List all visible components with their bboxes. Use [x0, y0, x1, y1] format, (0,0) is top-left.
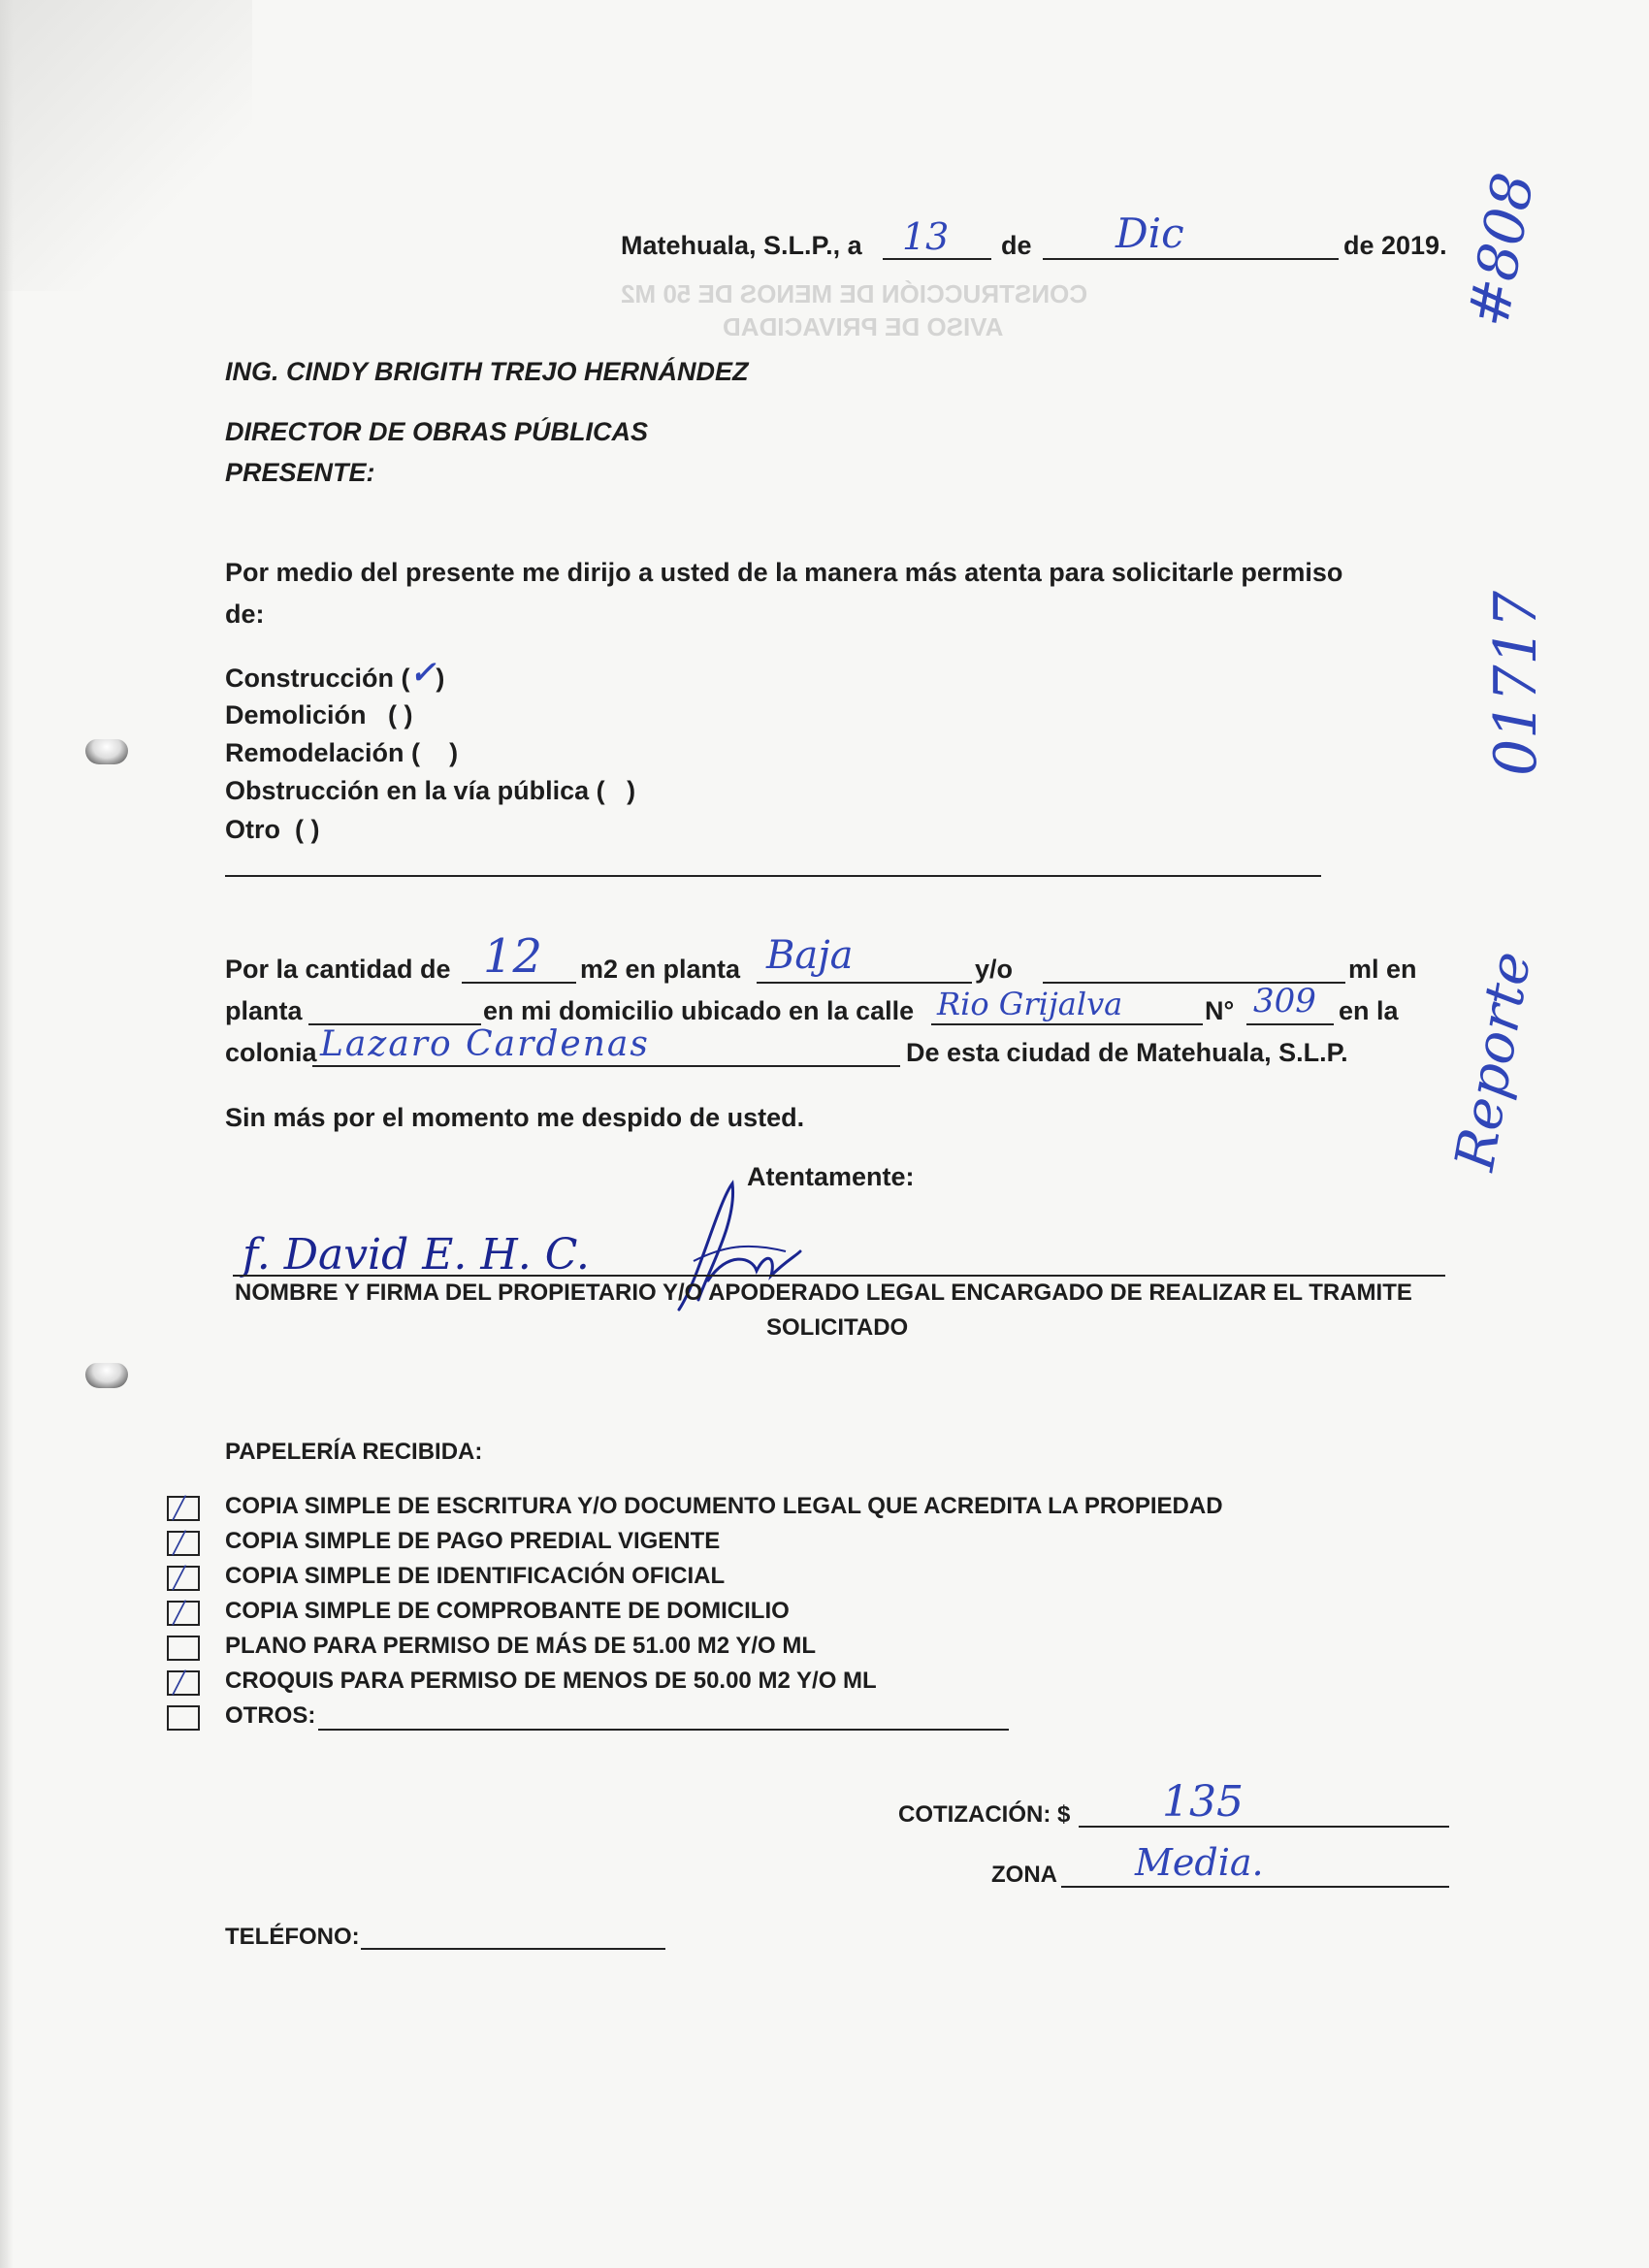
colonia-handwritten: Lazaro Cardenas	[320, 1024, 650, 1064]
otros-line	[318, 1729, 1009, 1731]
papeleria-checkbox-7[interactable]	[167, 1705, 200, 1731]
quantity-p4: ml en	[1348, 955, 1417, 984]
date-de: de	[1001, 231, 1032, 260]
option-obstruccion	[225, 774, 635, 807]
planta-line	[757, 982, 972, 984]
calle-handwritten: Rio Grijalva	[937, 986, 1123, 1022]
cotizacion-handwritten: 135	[1162, 1777, 1244, 1827]
margin-note-01717: 01717	[1482, 591, 1550, 776]
margin-note-reporte: Reporte	[1443, 947, 1544, 1176]
planta-handwritten: Baja	[766, 933, 854, 978]
option-otro	[225, 813, 320, 846]
signer-handwritten: f. David E. H. C.	[242, 1230, 590, 1280]
quantity-p6: en mi domicilio ubicado en la calle	[483, 996, 915, 1025]
otro-line	[225, 875, 1321, 877]
recipient-title: DIRECTOR DE OBRAS PÚBLICAS	[225, 417, 649, 446]
papeleria-item-2: COPIA SIMPLE DE PAGO PREDIAL VIGENTE	[225, 1528, 721, 1554]
numero-line	[1246, 1023, 1334, 1025]
date-year: de 2019.	[1343, 231, 1447, 260]
cotizacion-line	[1079, 1826, 1449, 1828]
margin-note-808: #808	[1455, 168, 1547, 332]
option-remodelacion	[225, 736, 458, 769]
check-mark: ╱	[173, 1671, 186, 1696]
punch-hole-bottom	[85, 1363, 128, 1388]
quantity-p10: De esta ciudad de Matehuala, S.L.P.	[906, 1038, 1348, 1067]
option-close: )	[436, 664, 445, 693]
papeleria-checkbox-4[interactable]	[167, 1601, 200, 1626]
zona-line	[1061, 1886, 1449, 1888]
signature-caption-2: SOLICITADO	[766, 1314, 909, 1341]
check-mark: ╱	[173, 1602, 186, 1626]
option-close: ( )	[295, 815, 320, 844]
papeleria-checkbox-6[interactable]	[167, 1670, 200, 1696]
scan-edge	[0, 0, 14, 2268]
signature-line	[233, 1275, 1445, 1277]
quantity-p1: Por la cantidad de	[225, 955, 451, 984]
intro-line-2: de:	[225, 599, 265, 629]
month-handwritten: Dic	[1116, 210, 1184, 257]
scan-shadow	[0, 0, 252, 291]
zona-handwritten: Media.	[1135, 1841, 1264, 1884]
papeleria-checkbox-2[interactable]	[167, 1531, 200, 1556]
option-label: Otro	[225, 815, 280, 844]
papeleria-item-7: OTROS:	[225, 1702, 316, 1729]
cotizacion-label: COTIZACIÓN: $	[898, 1801, 1071, 1828]
option-label: Demolición	[225, 700, 367, 729]
quantity-p7: N°	[1205, 996, 1235, 1025]
check-mark: ✓	[409, 654, 436, 691]
quantity-p3: y/o	[975, 955, 1014, 984]
check-mark: ╱	[173, 1567, 186, 1591]
papeleria-title: PAPELERÍA RECIBIDA:	[225, 1439, 483, 1465]
intro-line-1: Por medio del presente me dirijo a usted de la manera más atenta para solicitarle permiso	[225, 558, 1343, 587]
zona-label: ZONA	[991, 1862, 1057, 1888]
option-label: Construcción (	[225, 664, 410, 693]
calle-line	[931, 1023, 1203, 1025]
papeleria-item-1: COPIA SIMPLE DE ESCRITURA Y/O DOCUMENTO LEGAL QUE ACREDITA LA PROPIEDAD	[225, 1493, 1223, 1519]
papeleria-item-6: CROQUIS PARA PERMISO DE MENOS DE 50.00 M2 Y/O ML	[225, 1668, 877, 1694]
numero-handwritten: 309	[1253, 982, 1316, 1021]
atentamente: Atentamente:	[747, 1162, 915, 1191]
papeleria-checkbox-1[interactable]	[167, 1496, 200, 1521]
telefono-label: TELÉFONO:	[225, 1924, 360, 1950]
signature-caption-1: NOMBRE Y FIRMA DEL PROPIETARIO Y/O APODERADO LEGAL ENCARGADO DE REALIZAR EL TRAMITE	[235, 1280, 1412, 1306]
option-close: )	[449, 738, 459, 767]
check-mark: ╱	[173, 1532, 186, 1556]
papeleria-item-3: COPIA SIMPLE DE IDENTIFICACIÓN OFICIAL	[225, 1563, 726, 1589]
recipient-name: ING. CINDY BRIGITH TREJO HERNÁNDEZ	[225, 357, 749, 386]
option-close: ( )	[388, 700, 413, 729]
papeleria-item-4: COPIA SIMPLE DE COMPROBANTE DE DOMICILIO	[225, 1598, 790, 1624]
option-close: )	[627, 776, 636, 805]
option-label: Remodelación (	[225, 738, 421, 767]
bleed-through-heading: CONSTRUCCIÓN DE MENOS DE 50 M2	[621, 279, 1088, 308]
month-line	[1043, 258, 1339, 260]
option-label: Obstrucción en la vía pública (	[225, 776, 605, 805]
colonia-line	[312, 1065, 900, 1067]
amount-handwritten: 12	[483, 929, 543, 984]
quantity-p9: colonia	[225, 1038, 317, 1067]
option-construccion	[225, 654, 445, 695]
check-mark: ╱	[173, 1497, 186, 1521]
bleed-through-subheading: AVISO DE PRIVACIDAD	[723, 312, 1004, 341]
telefono-line	[361, 1948, 665, 1950]
punch-hole-top	[85, 739, 128, 764]
quantity-p2: m2 en planta	[580, 955, 741, 984]
day-handwritten: 13	[902, 215, 950, 258]
papeleria-checkbox-5[interactable]	[167, 1636, 200, 1661]
papeleria-checkbox-3[interactable]	[167, 1566, 200, 1591]
day-line	[883, 258, 991, 260]
papeleria-item-5: PLANO PARA PERMISO DE MÁS DE 51.00 M2 Y/O ML	[225, 1633, 816, 1659]
farewell: Sin más por el momento me despido de usted.	[225, 1103, 805, 1132]
quantity-p5: planta	[225, 996, 303, 1025]
recipient-presente: PRESENTE:	[225, 458, 375, 487]
option-demolicion	[225, 698, 413, 731]
quantity-p8: en la	[1339, 996, 1399, 1025]
date-place: Matehuala, S.L.P., a	[621, 231, 862, 260]
